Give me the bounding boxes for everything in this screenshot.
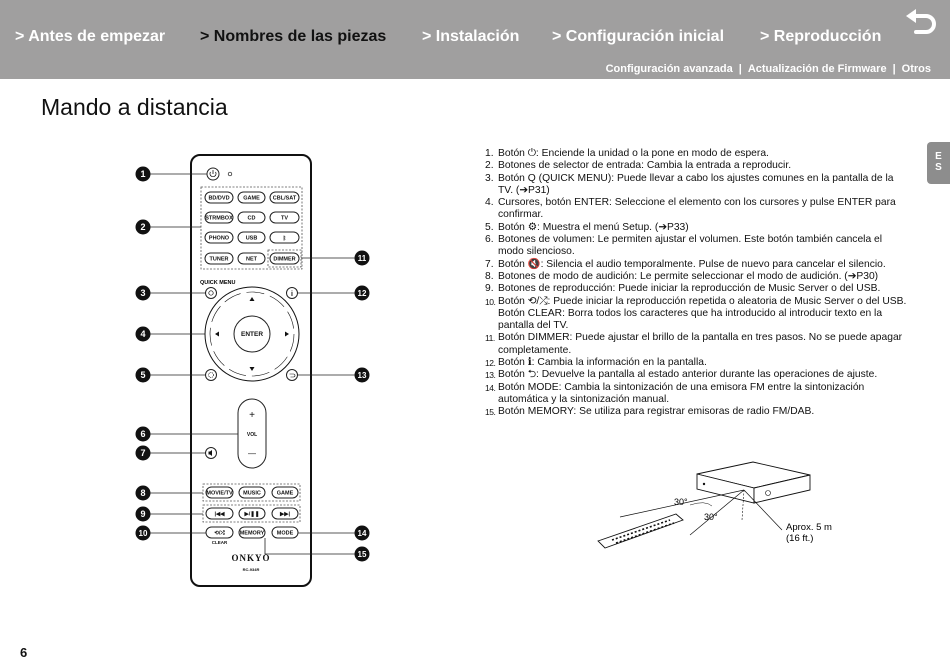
svg-text:USB: USB: [245, 235, 258, 242]
svg-text:PHONO: PHONO: [208, 235, 230, 242]
repeat-shuffle-icon: ⟲/⤮: [214, 530, 225, 537]
svg-text:TUNER: TUNER: [209, 256, 229, 263]
play-pause-button[interactable]: [239, 508, 265, 519]
info-icon: i: [291, 291, 293, 298]
back-arrow-icon[interactable]: [904, 8, 938, 38]
svg-text:7: 7: [140, 448, 146, 459]
angle-label-1: 30°: [674, 497, 688, 507]
distance-label-imperial: (16 ft.): [786, 533, 814, 544]
play-pause-icon: ▶/❚❚: [244, 511, 260, 518]
language-tab[interactable]: [927, 142, 950, 184]
input-button-bluetooth[interactable]: [270, 232, 299, 243]
callout-13: [355, 368, 370, 383]
description-item: 1. Botón ⏻: Enciende la unidad o la pone en modo de espera.: [485, 148, 769, 159]
svg-text:CD: CD: [247, 215, 256, 222]
svg-text:3: 3: [140, 288, 146, 299]
svg-text:1: 1: [140, 169, 146, 180]
callout-12: [355, 286, 370, 301]
callout-11: [355, 251, 370, 266]
input-button-game[interactable]: [238, 192, 265, 203]
distance-label-metric: Aprox. 5 m: [786, 522, 832, 533]
angle-label-2: 30°: [704, 512, 718, 522]
description-item: 12. Botón ℹ: Cambia la información en la pantalla.: [485, 357, 707, 369]
input-button-cbl-sat[interactable]: [270, 192, 299, 203]
nav-reproduccion[interactable]: > Reproducción: [760, 28, 882, 45]
svg-text:MEMORY: MEMORY: [239, 530, 265, 537]
callout-3: [136, 286, 151, 301]
nav-configuracion-inicial[interactable]: > Configuración inicial: [552, 28, 725, 45]
previous-icon: |◀◀: [214, 511, 225, 518]
input-button-cd[interactable]: [238, 212, 265, 223]
input-button-usb[interactable]: [238, 232, 265, 243]
page-title: Mando a distancia: [41, 94, 228, 120]
description-item: 13. Botón ⮌: Devuelve la pantalla al estado anterior durante las operaciones de ajuste.: [485, 369, 878, 381]
input-button-strmbox[interactable]: [205, 212, 233, 223]
quick-menu-button: [206, 288, 217, 299]
svg-text:13: 13: [357, 371, 367, 381]
model-number: RC-934R: [242, 567, 260, 572]
svg-text:MOVIE/TV: MOVIE/TV: [206, 490, 233, 497]
description-item: 15. Botón MEMORY: Se utiliza para registrar emisoras de radio FM/DAB.: [485, 406, 815, 418]
sub-nav-configuracion-avanzada[interactable]: Configuración avanzada: [605, 63, 733, 75]
svg-text:DIMMER: DIMMER: [273, 256, 296, 263]
bluetooth-icon: ᛒ: [282, 236, 287, 242]
next-button[interactable]: [272, 508, 298, 519]
description-item: 8. Botones de modo de audición: Le permite seleccionar el modo de audición. (➔P30): [485, 270, 879, 282]
range-illustration: [590, 455, 850, 555]
description-item: 11. Botón DIMMER: Puede ajustar el brillo de la pantalla en tres pasos. No se puede apagar completamente.: [485, 332, 903, 356]
top-nav-bar: [0, 0, 950, 79]
description-item: 14. Botón MODE: Cambia la sintonización de una emisora FM entre la sintonización automática y la sintonización manual.: [485, 381, 865, 405]
description-item: 3. Botón Q (QUICK MENU): Puede llevar a cabo los ajustes comunes en la pantalla de la TV. (➔P31): [485, 172, 894, 196]
sub-nav-actualizacion-firmware[interactable]: Actualización de Firmware: [747, 63, 887, 75]
callout-14: [355, 526, 370, 541]
sub-nav-otros[interactable]: Otros: [901, 63, 931, 75]
description-item: 6. Botones de volumen: Le permiten ajustar el volumen. Este botón también cancela el modo silencioso.: [485, 234, 883, 258]
callout-15: [355, 547, 370, 562]
callout-4: [136, 327, 151, 342]
listening-mode-game[interactable]: [272, 487, 298, 498]
svg-text:NET: NET: [246, 256, 257, 263]
svg-text:GAME: GAME: [243, 195, 260, 202]
svg-text:2: 2: [140, 222, 146, 233]
description-item: 5. Botón ⚙: Muestra el menú Setup. (➔P33): [485, 221, 689, 233]
svg-text:15: 15: [357, 550, 367, 560]
svg-text:9: 9: [140, 509, 146, 520]
volume-down-icon: —: [248, 449, 256, 458]
page-number: 6: [20, 645, 28, 660]
input-button-phono[interactable]: [205, 232, 233, 243]
svg-text:14: 14: [357, 529, 367, 539]
svg-text:ENTER: ENTER: [240, 331, 264, 338]
dimmer-button[interactable]: [270, 253, 299, 264]
callout-2: [136, 220, 151, 235]
svg-text:BD/DVD: BD/DVD: [208, 195, 230, 202]
svg-text:8: 8: [140, 488, 146, 499]
svg-text:MUSIC: MUSIC: [243, 490, 261, 497]
description-item: 2. Botones de selector de entrada: Cambia la entrada a reproducir.: [485, 160, 792, 172]
svg-text:MODE: MODE: [276, 530, 294, 537]
listening-mode-movie-tv[interactable]: [206, 487, 233, 498]
sub-nav: [606, 63, 931, 75]
svg-text:11: 11: [357, 254, 367, 264]
nav-nombres-de-las-piezas[interactable]: > Nombres de las piezas: [200, 28, 387, 45]
callout-7: [136, 446, 151, 461]
callout-8: [136, 486, 151, 501]
description-item: 10. Botón ⟲/⤮: Puede iniciar la reproducción repetida o aleatoria de Music Server o del USB. Botón CLEAR: Borra todos los caracteres que ha introducido al introducir texto en la pantalla del TV.: [485, 295, 907, 332]
remote-in-hand-illustration: [598, 514, 683, 548]
language-tab-label: E S: [935, 151, 942, 173]
svg-text:10: 10: [138, 529, 148, 539]
volume-label: VOL: [246, 432, 258, 438]
input-button-net[interactable]: [238, 253, 265, 264]
previous-button[interactable]: [206, 508, 233, 519]
button-description-list: [485, 148, 910, 419]
quick-menu-label: QUICK MENU: [200, 280, 236, 286]
description-item: 4. Cursores, botón ENTER: Seleccione el elemento con los cursores y pulse ENTER para confirmar.: [485, 197, 896, 221]
input-button-bd-dvd[interactable]: [205, 192, 233, 203]
callout-9: [136, 507, 151, 522]
listening-mode-music[interactable]: [239, 487, 265, 498]
input-button-tuner[interactable]: [205, 253, 233, 264]
svg-text:12: 12: [357, 289, 367, 299]
remote-diagram: [0, 140, 400, 600]
nav-antes-de-empezar[interactable]: > Antes de empezar: [15, 28, 166, 45]
setup-button: [206, 370, 217, 381]
callout-5: [136, 368, 151, 383]
repeat-shuffle-button[interactable]: [206, 527, 233, 538]
callout-6: [136, 427, 151, 442]
callout-10: [136, 526, 151, 541]
nav-instalacion[interactable]: > Instalación: [422, 28, 520, 45]
clear-label: CLEAR: [211, 540, 228, 545]
input-button-tv[interactable]: [270, 212, 299, 223]
callout-1: [136, 167, 151, 182]
svg-text:6: 6: [140, 429, 146, 440]
sub-nav-separator: |: [738, 63, 742, 75]
next-icon: ▶▶|: [280, 511, 290, 518]
svg-text:5: 5: [140, 370, 146, 381]
volume-up-icon: +: [249, 410, 255, 421]
svg-text:GAME: GAME: [276, 490, 294, 497]
svg-text:4: 4: [140, 329, 146, 340]
sub-nav-separator: |: [892, 63, 896, 75]
svg-text:TV: TV: [280, 215, 289, 222]
svg-text:CBL/SAT: CBL/SAT: [272, 195, 297, 202]
memory-button[interactable]: [239, 527, 265, 538]
description-item: 9. Botones de reproducción: Puede iniciar la reproducción de Music Server o del USB.: [485, 283, 881, 295]
description-item: 7. Botón 🔇: Silencia el audio temporalmente. Pulse de nuevo para cancelar el silencio.: [485, 258, 886, 270]
return-button: [287, 370, 298, 381]
onkyo-logo: ONKYO: [231, 553, 271, 563]
svg-text:STRMBOX: STRMBOX: [205, 215, 233, 222]
mode-button[interactable]: [272, 527, 298, 538]
